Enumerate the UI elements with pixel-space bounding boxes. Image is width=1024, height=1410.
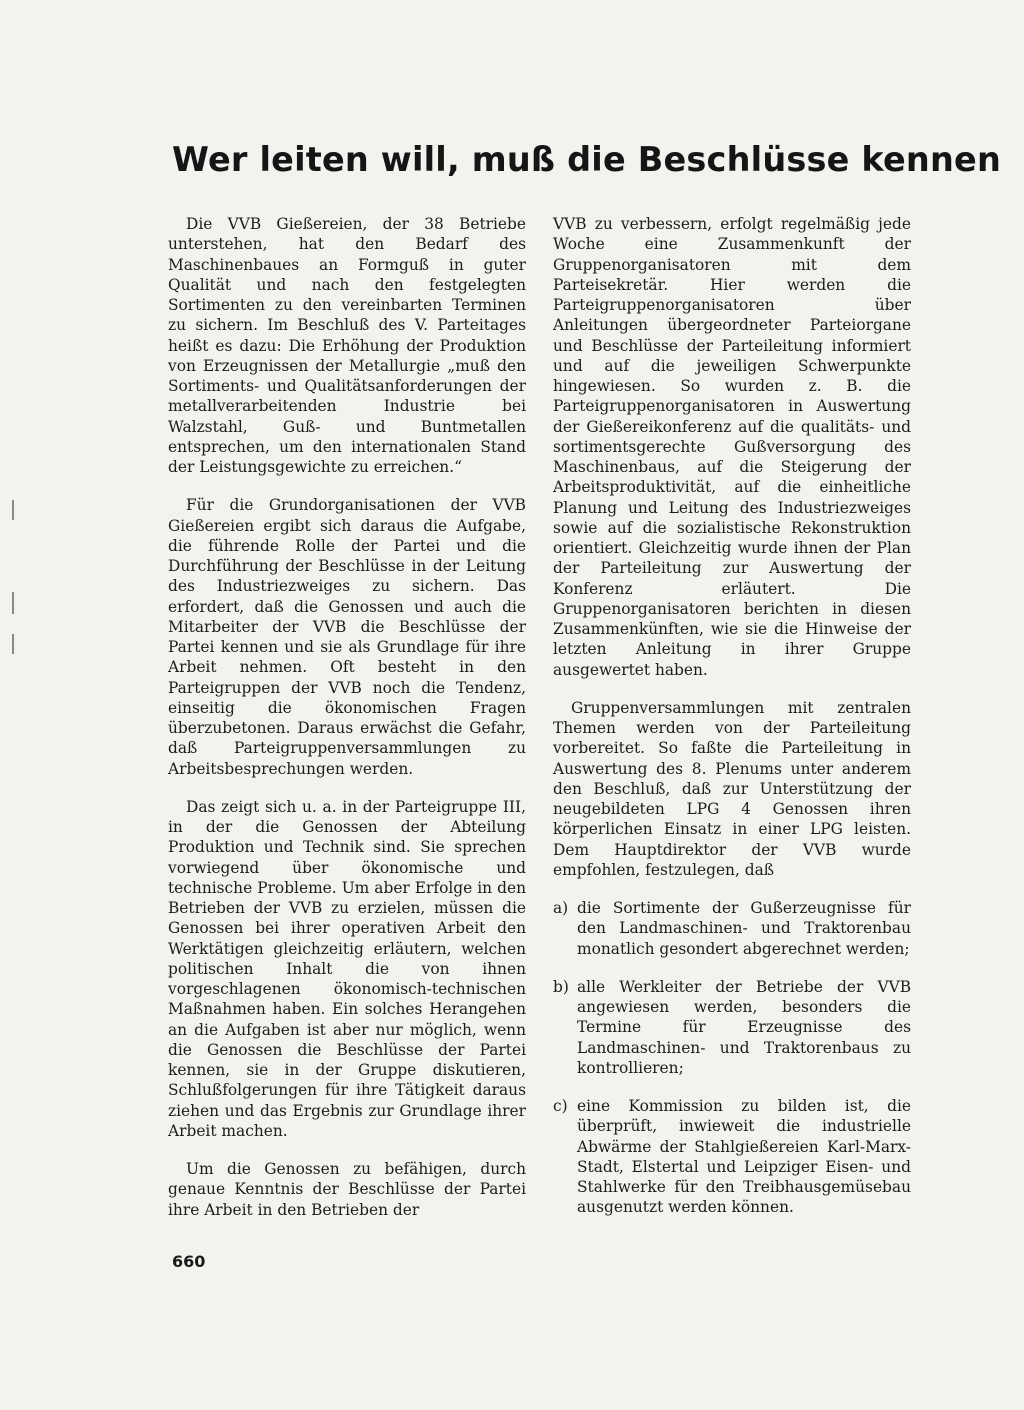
list-marker: a): [553, 899, 569, 917]
paragraph-continued: VVB zu verbessern, erfolgt regelmäßig jede Woche eine Zusammenkunft der Gruppenorganisatoren mit dem Parteisekretär. Hier werden die Parteigruppenorganisatoren über Anleitungen übergeordneter Parteiorgane und Beschlüsse der Parteileitung informiert und auf die jeweiligen Schwerpunkte hingewiesen. So wurden z. B. die Parteigruppenorganisatoren in Auswertung der Gießereikonferenz auf die qualitäts- und sortimentsgerechte Gußversorgung des Maschinenbaus, auf die Steigerung der Arbeitsproduktivität, auf die einheitliche Planung und Leitung des Industriezweiges sowie auf die sozialistische Rekonstruktion orientiert. Gleichzeitig wurde ihnen der Plan der Parteileitung zur Auswertung der Konferenz erläutert. Die Gruppenorganisatoren berichten in diesen Zusammenkünften, wie sie die Hinweise der letzten Anleitung in ihrer Gruppe ausgewertet haben.: [553, 215, 911, 679]
article-title: Wer leiten will, muß die Beschlüsse kennen: [172, 140, 1002, 179]
paragraph: Gruppenversammlungen mit zentralen Themen werden von der Parteileitung vorbereitet. So faßte die Parteileitung in Auswertung des 8. Plenums unter anderem den Beschluß, daß zur Unterstützung der neugebildeten LPG 4 Genossen ihren körperlichen Einsatz in einer LPG leisten. Dem Hauptdirektor der VVB wurde empfohlen, festzulegen, daß: [553, 698, 911, 879]
list-item: [553, 1096, 911, 1218]
list-item: [553, 977, 911, 1078]
list-marker: c): [553, 1097, 568, 1115]
left-column: [168, 214, 526, 1238]
list-item-text: alle Werkleiter der Betriebe der VVB angewiesen werden, besonders die Termine für Erzeugnisse des Landmaschinen- und Traktorenbaus zu kontrollieren;: [577, 977, 911, 1077]
paragraph: Das zeigt sich u. a. in der Parteigruppe III, in der die Genossen der Abteilung Produktion und Technik sind. Sie sprechen vorwiegend über ökonomische und technische Probleme. Um aber Erfolge in den Betrieben der VVB zu erzielen, müssen die Genossen bei ihrer operativen Arbeit den Werktätigen gleichzeitig erläutern, welchen politischen Inhalt die von ihnen vorgeschlagenen ökonomisch-technischen Maßnahmen haben. Ein solches Herangehen an die Aufgaben ist aber nur möglich, wenn die Genossen die Beschlüsse der Partei kennen, sie in der Gruppe diskutieren, Schlußfolgerungen für ihre Tätigkeit daraus ziehen und das Ergebnis zur Grundlage ihrer Arbeit machen.: [168, 797, 526, 1140]
margin-mark: [12, 634, 14, 654]
paragraph: Um die Genossen zu befähigen, durch genaue Kenntnis der Beschlüsse der Partei ihre Arbeit in den Betrieben der: [168, 1160, 526, 1219]
list-item-text: die Sortimente der Gußerzeugnisse für den Landmaschinen- und Traktorenbau monatlich gesondert abgerechnet werden;: [577, 899, 911, 958]
paragraph: Die VVB Gießereien, der 38 Betriebe unterstehen, hat den Bedarf des Maschinenbaues an Formguß in guter Qualität und nach den festgelegten Sortimenten zu den vereinbarten Terminen zu sichern. Im Beschluß des V. Parteitages heißt es dazu: Die Erhöhung der Produktion von Erzeugnissen der Metallurgie „muß den Sortiments- und Qualitätsanforderungen der metallverarbeitenden Industrie bei Walzstahl, Guß- und Buntmetallen entsprechen, um den internationalen Stand der Leistungsgewichte zu erreichen.“: [168, 215, 526, 476]
list-item-text: eine Kommission zu bilden ist, die überprüft, inwieweit die industrielle Abwärme der Stahlgießereien Karl-Marx-Stadt, Elstertal und Leipziger Eisen- und Stahlwerke für den Treibhausgemüsebau ausgenutzt werden können.: [577, 1097, 911, 1217]
list-item: [553, 898, 911, 959]
list-marker: b): [553, 977, 569, 996]
page-number: 660: [172, 1252, 206, 1271]
right-column: [553, 214, 911, 1236]
paragraph: Für die Grundorganisationen der VVB Gießereien ergibt sich daraus die Aufgabe, die führende Rolle der Partei und die Durchführung der Beschlüsse in der Leitung des Industriezweiges zu sichern. Das erfordert, daß die Genossen und auch die Mitarbeiter der VVB die Beschlüsse der Partei kennen und sie als Grundlage für ihre Arbeit nehmen. Oft besteht in den Parteigruppen der VVB noch die Tendenz, einseitig die ökonomischen Fragen überzubetonen. Daraus erwächst die Gefahr, daß Parteigruppenversammlungen zu Arbeitsbesprechungen werden.: [168, 496, 526, 778]
margin-mark: [12, 500, 14, 520]
margin-mark: [12, 592, 14, 614]
